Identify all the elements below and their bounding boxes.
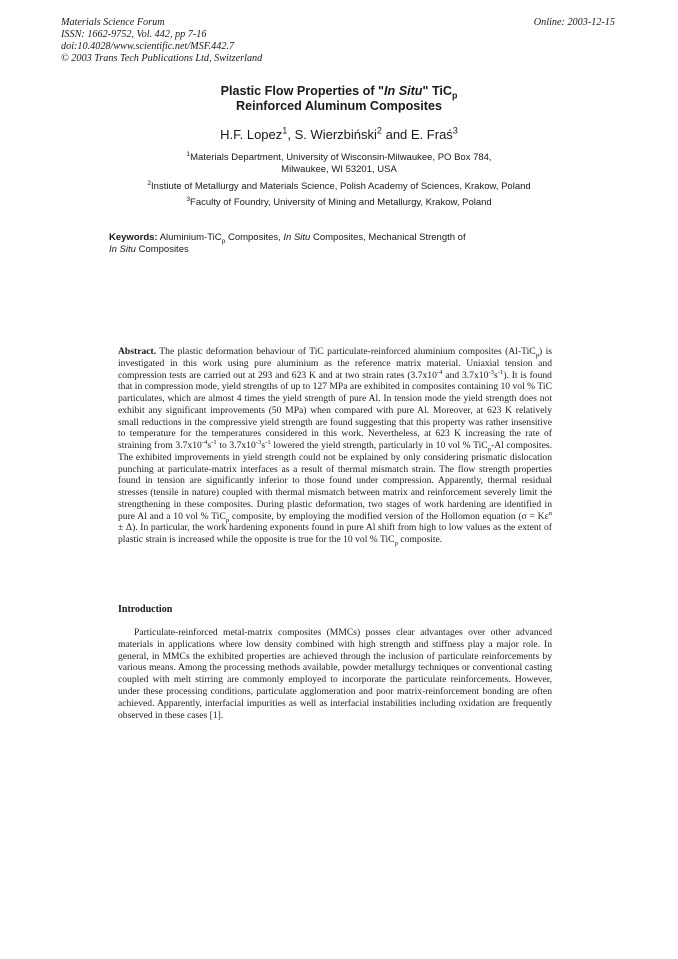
abstract-label: Abstract.: [118, 346, 157, 357]
title-line-2: Reinforced Aluminum Composites: [236, 99, 442, 113]
affiliation-1: $^1$Materials Department, University of Wisconsin-Milwaukee, PO Box 784, Milwaukee, WI 53201, USA: [186, 150, 492, 175]
affiliation-2: $^2$Instiute of Metallurgy and Materials Science, Polish Academy of Sciences, Krakow, Poland: [147, 179, 531, 192]
introduction-paragraph: Particulate-reinforced metal-matrix composites (MMCs) posses clear advantages over other advanced materials in applications where low density combined with high strength and stiffness play a major role. In general, in MMCs the exhibited properties are achieved through the inclusion of particulate reinforcements by various means. Among the processing methods available, powder metallurgy techniques or conventional casting coupled with melt stirring are commonly employed to incorporate the particulate reinforcements. However, under these processing conditions, particulate agglomeration and poor matrix-reinforcement bonding are often achieved. Apparently, interfacial impurities as well as interfacial instabilities including oxidation are frequently observed in these cases [1].: [118, 627, 552, 721]
copyright-line: © 2003 Trans Tech Publications Ltd, Switzerland: [61, 53, 263, 64]
abstract: Abstract. The plastic deformation behaviour of TiC particulate-reinforced aluminium composites (Al-TiC$_p$) is investigated in this work using pure aluminium as the reference matrix material. Uniaxial tension and compression tests are carried out at 293 and 623 K and at two strain rates ($3.7x10^{-4}$ and $3.7x10^{-3}s^{-1}$). It is found that in compression mode, yield strengths of up to 127 MPa are exhibited in composites containing 10 vol % TiC particulates, which are almost 4 times the yield strength of pure Al. In tension mode the yield strength does not exhibit any significant improvements (50 MPa) when compared with pure Al. Moreover, at 623 K relatively small reductions in the compressive yield strength are found suggesting that this property was rather insensitive to temperature for the temperatures considered in this work. Nevertheless, at 623 K increasing the rate of straining from $3.7x10^{-4}s^{-1}$ to $3.7x10^{-3}s^{-1}$ lowered the yield strength, particularly in 10 vol % TiC$_p$-Al composites. The exhibited improvements in yield strength could not be explained by only considering prismatic dislocation punching at particulate-matrix interfaces as a result of thermal mismatch strain. The flow strength properties found in tension are significantly inferior to those found under compression. Apparently, thermal residual stresses (tensile in nature) coupled with thermal mismatch between matrix and reinforcement severely limit the strengthening in these composites. During plastic deformation, two stages of work hardening are identified in pure Al and a 10 vol % TiC$_p$ composite, by employing the modified version of the Hollomon equation $(\sigma = K\varepsilon^n \pm \Delta)$. In particular, the work hardening exponents found in pure Al shift from high to low values as the extent of plastic strain is increased while the opposite is true for the 10 vol % TiC$_p$ composite.: [118, 346, 552, 547]
section-heading-introduction: Introduction: [118, 604, 173, 615]
keywords: Keywords: Aluminium-TiC$_p$ Composites, In Situ Composites, Mechanical Strength of In Situ Composites: [109, 232, 466, 255]
title-line-1: Plastic Flow Properties of "In Situ" TiC$_p$: [220, 84, 458, 101]
journal-name: Materials Science Forum: [61, 17, 165, 28]
doi-line: doi:10.4028/www.scientific.net/MSF.442.7: [61, 41, 235, 52]
affiliation-3: $^3$Faculty of Foundry, University of Mining and Metallurgy, Krakow, Poland: [186, 195, 492, 208]
journal-header: [61, 17, 262, 65]
author-list: H.F. Lopez$^1$, S. Wierzbiński$^2$ and E. Fraś$^3$: [220, 125, 458, 142]
paper-title: [0, 84, 678, 114]
online-date: Online: 2003-12-15: [533, 17, 615, 28]
issn-line: ISSN: 1662-9752, Vol. 442, pp 7-16: [61, 29, 207, 40]
